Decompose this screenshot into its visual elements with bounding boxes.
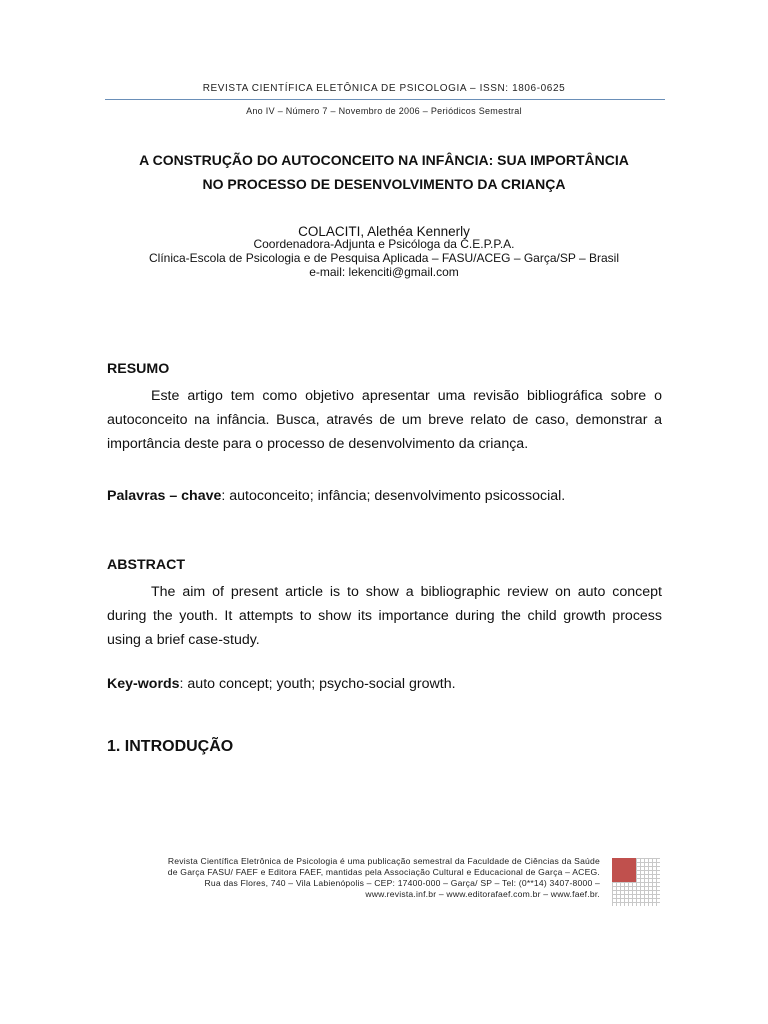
author-name: COLACITI, Alethéa Kennerly bbox=[298, 224, 470, 239]
page-footer bbox=[100, 856, 600, 900]
title-line-2: NO PROCESSO DE DESENVOLVIMENTO DA CRIANÇA bbox=[202, 176, 566, 192]
journal-logo bbox=[612, 858, 660, 906]
key-words bbox=[107, 672, 662, 696]
palavras-chave-values: : autoconceito; infância; desenvolvimento psicossocial. bbox=[221, 488, 566, 504]
logo-red-square bbox=[612, 858, 636, 882]
journal-header: REVISTA CIENTÍFICA ELETÔNICA DE PSICOLOGIA – ISSN: 1806-0625 bbox=[202, 83, 566, 94]
abstract-heading: ABSTRACT bbox=[107, 557, 186, 573]
footer-line-3: Rua das Flores, 740 – Vila Labienópolis – CEP: 17400-000 – Garça/ SP – Tel: (0**14) 3407-8000 – bbox=[204, 878, 600, 888]
author-affiliation-2: Clínica-Escola de Psicologia e de Pesquisa Aplicada – FASU/ACEG – Garça/SP – Brasil bbox=[148, 251, 619, 265]
resumo-heading: RESUMO bbox=[107, 361, 170, 377]
issue-line: Ano IV – Número 7 – Novembro de 2006 – Periódicos Semestral bbox=[246, 106, 522, 116]
key-words-values: : auto concept; youth; psycho-social growth. bbox=[179, 676, 456, 692]
key-words-label: Key-words bbox=[107, 676, 180, 692]
footer-line-2: de Garça FASU/ FAEF e Editora FAEF, mantidas pela Associação Cultural e Educacional de Garça – ACEG. bbox=[167, 867, 600, 877]
logo-grid-bottom bbox=[612, 882, 636, 906]
article-title bbox=[0, 148, 768, 196]
resumo-text: Este artigo tem como objetivo apresentar uma revisão bibliográfica sobre o autoconceito na infância. Busca, através de um breve relato de caso, demonstrar a importância deste para o processo de desenvolvimento da criança. bbox=[107, 388, 662, 452]
title-line-1: A CONSTRUÇÃO DO AUTOCONCEITO NA INFÂNCIA: SUA IMPORTÂNCIA bbox=[139, 152, 629, 168]
footer-line-4: www.revista.inf.br – www.editorafaef.com.br – www.faef.br. bbox=[365, 889, 600, 899]
palavras-chave-label: Palavras – chave bbox=[107, 488, 222, 504]
abstract-text: The aim of present article is to show a bibliographic review on auto concept during the youth. It attempts to show its importance during the child growth process using a brief case-study. bbox=[107, 584, 662, 648]
author-affiliation-1: Coordenadora-Adjunta e Psicóloga da C.E.P.P.A. bbox=[253, 237, 515, 251]
author-email: e-mail: lekenciti@gmail.com bbox=[309, 265, 459, 279]
footer-line-1: Revista Científica Eletrônica de Psicologia é uma publicação semestral da Faculdade de Ciências da Saúde bbox=[167, 856, 600, 866]
palavras-chave bbox=[107, 484, 662, 508]
header-rule bbox=[105, 99, 665, 100]
logo-grid-right bbox=[636, 858, 660, 906]
section-heading-introducao: 1. INTRODUÇÃO bbox=[107, 738, 234, 755]
